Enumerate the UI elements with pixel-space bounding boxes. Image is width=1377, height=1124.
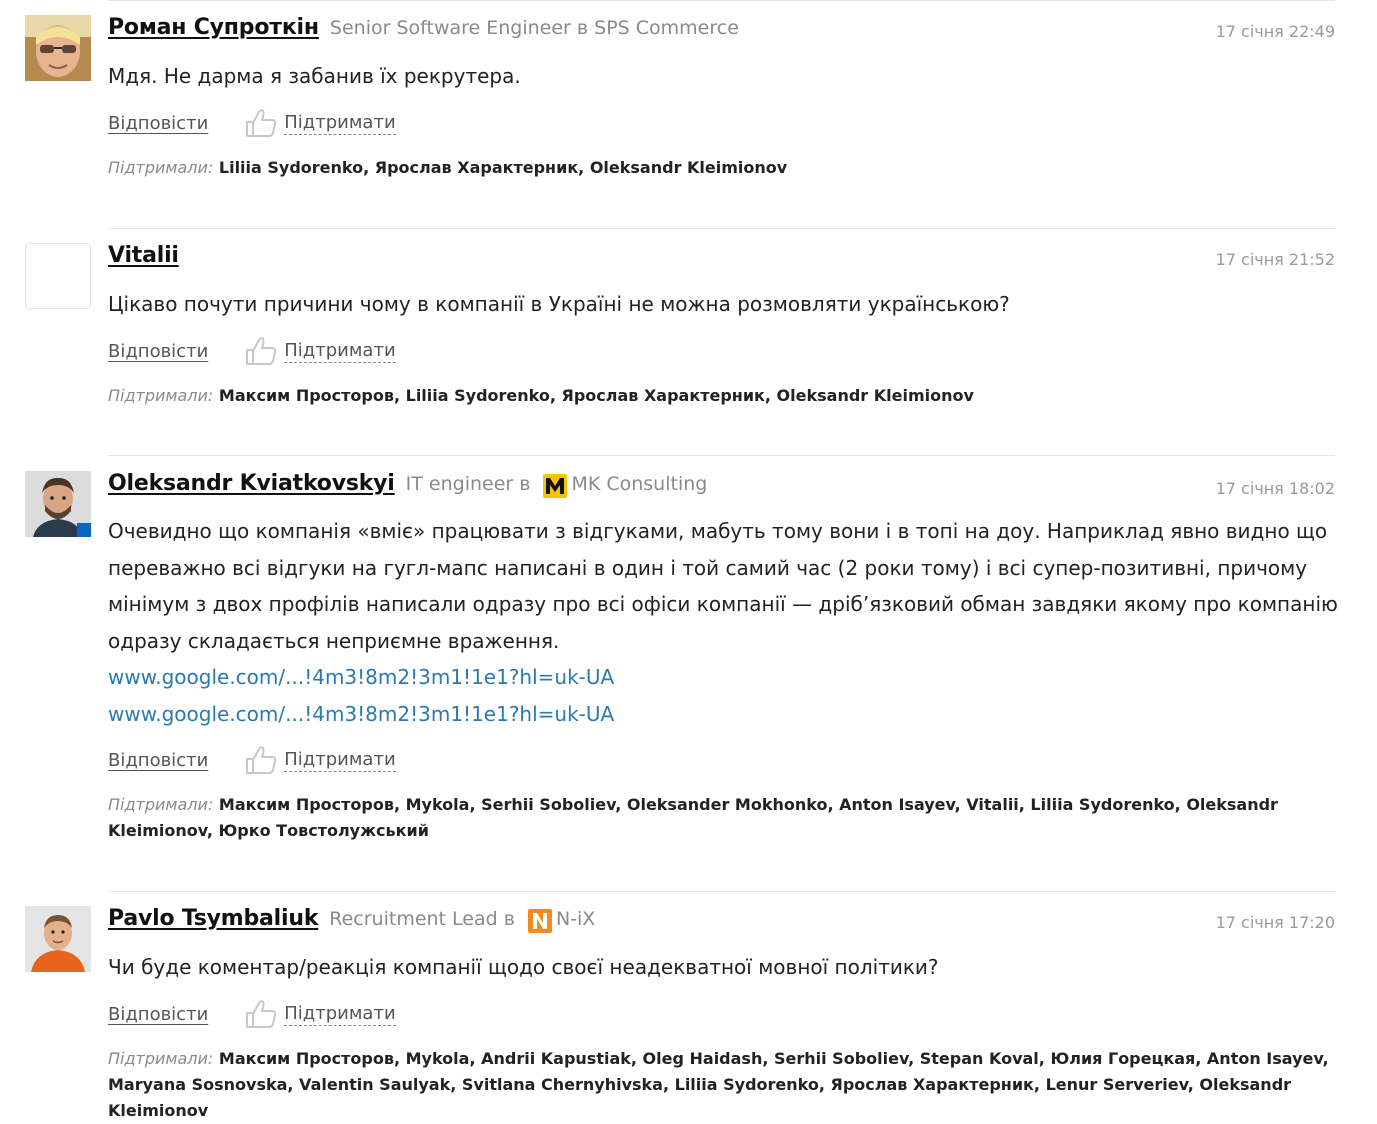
reply-button[interactable]: Відповісти <box>108 749 209 771</box>
comment-actions <box>108 745 396 775</box>
supporters-label: Підтримали: <box>108 795 214 814</box>
support-label: Підтримати <box>284 339 396 361</box>
author-role: Recruitment Lead в <box>329 908 515 930</box>
reply-button[interactable]: Відповісти <box>108 340 209 362</box>
supporters-label: Підтримали: <box>108 1049 214 1068</box>
author-line <box>108 243 179 273</box>
company-logo-icon[interactable] <box>543 474 567 498</box>
supporters-list <box>108 1046 1338 1124</box>
author-role: IT engineer в <box>405 473 531 495</box>
thumbs-up-icon <box>244 335 278 367</box>
supporters-list <box>108 383 1338 409</box>
comment-text-content: Очевидно що компанія «вміє» працювати з відгуками, мабуть тому вони і в топі на доу. Наприклад явно видно що переважно всі відгуки на гугл-мапс написані в один і той самий час (2 роки тому) і всі супер-позитивні, причому мінімум з двох профілів написали одразу про всі офіси компанії — дріб’язковий обман завдяки якому про компанію одразу складається неприємне враження. <box>108 519 1338 653</box>
supporters-names[interactable]: Максим Просторов, Mykola, Andrii Kapustiak, Oleg Haidash, Serhii Soboliev, Stepan Koval, Юлия Горецкая, Anton Isayev, Maryana Sosnovska, Valentin Saulyak, Svitlana Chernyhivska, Liliia Sydorenko, Ярослав Характерник, Lenur Serveriev, Oleksandr Kleimionov <box>108 1049 1329 1120</box>
comment-text <box>108 513 1338 732</box>
comment-actions <box>108 336 396 366</box>
supporters-names[interactable]: Максим Просторов, Liliia Sydorenko, Ярослав Характерник, Oleksandr Kleimionov <box>218 386 974 405</box>
timestamp: 17 січня 21:52 <box>1215 250 1335 269</box>
supporters-list <box>108 155 1338 181</box>
thumbs-up-icon <box>244 744 278 776</box>
thumbs-up-icon <box>244 998 278 1030</box>
comment-text-content: Мдя. Не дарма я забанив їх рекрутера. <box>108 64 521 88</box>
author-line <box>108 15 739 45</box>
support-button[interactable] <box>244 998 395 1030</box>
company-logo-icon[interactable] <box>528 909 552 933</box>
support-button[interactable] <box>244 335 395 367</box>
timestamp: 17 січня 17:20 <box>1215 913 1335 932</box>
comment-separator <box>108 455 1335 456</box>
author-name[interactable]: Роман Супроткін <box>108 15 319 40</box>
company-name[interactable]: MK Consulting <box>571 473 708 495</box>
author-name[interactable]: Pavlo Tsymbaliuk <box>108 906 319 931</box>
comment-link-1[interactable]: www.google.com/...!4m3!8m2!3m1!1e1?hl=uk-UA <box>108 665 615 689</box>
avatar[interactable] <box>25 906 91 972</box>
comment-actions <box>108 999 396 1029</box>
support-label: Підтримати <box>284 748 396 770</box>
reply-button[interactable]: Відповісти <box>108 1003 209 1025</box>
support-button[interactable] <box>244 107 395 139</box>
company-name[interactable]: N-iX <box>555 908 596 930</box>
support-button[interactable] <box>244 744 395 776</box>
supporters-names[interactable]: Максим Просторов, Mykola, Serhii Soboliev, Oleksander Mokhonko, Anton Isayev, Vitalii, Liliia Sydorenko, Oleksandr Kleimionov, Юрко Товстолужський <box>108 795 1278 840</box>
support-label: Підтримати <box>284 1002 396 1024</box>
supporters-label: Підтримали: <box>108 386 214 405</box>
comment-text <box>108 58 1338 95</box>
comment-text <box>108 949 1338 986</box>
avatar[interactable] <box>25 243 91 309</box>
author-role: Senior Software Engineer в SPS Commerce <box>329 17 739 39</box>
author-name[interactable]: Oleksandr Kviatkovskyi <box>108 471 395 496</box>
support-label: Підтримати <box>284 111 396 133</box>
comment-separator <box>108 228 1335 229</box>
supporters-names[interactable]: Liliia Sydorenko, Ярослав Характерник, Oleksandr Kleimionov <box>218 158 788 177</box>
author-line <box>108 471 707 501</box>
comment-separator <box>108 0 1335 1</box>
supporters-list <box>108 792 1338 844</box>
author-line <box>108 906 595 936</box>
comment-actions <box>108 108 396 138</box>
comment-text-content: Чи буде коментар/реакція компанії щодо своєї неадекватної мовної політики? <box>108 955 939 979</box>
comment-separator <box>108 891 1335 892</box>
comment-text-content: Цікаво почути причини чому в компанії в Україні не можна розмовляти українською? <box>108 292 1010 316</box>
timestamp: 17 січня 22:49 <box>1215 22 1335 41</box>
comment-link-2[interactable]: www.google.com/...!4m3!8m2!3m1!1e1?hl=uk-UA <box>108 701 615 726</box>
timestamp: 17 січня 18:02 <box>1215 479 1335 498</box>
author-name[interactable]: Vitalii <box>108 243 179 268</box>
avatar[interactable] <box>25 471 91 537</box>
comment-text <box>108 286 1338 323</box>
supporters-label: Підтримали: <box>108 158 214 177</box>
thumbs-up-icon <box>244 107 278 139</box>
reply-button[interactable]: Відповісти <box>108 112 209 134</box>
avatar[interactable] <box>25 15 91 81</box>
